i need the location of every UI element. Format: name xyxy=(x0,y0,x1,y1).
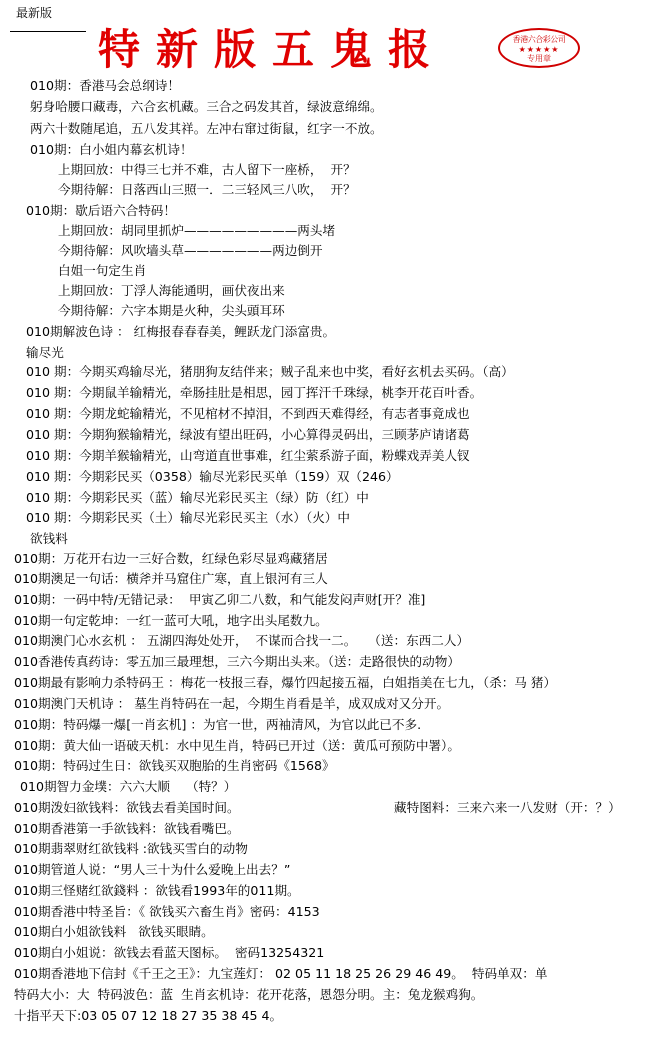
text-line: 今期待解：日落西山三照一．二三轻风三八吹， 开？ xyxy=(58,182,356,197)
text-line: 010期智力金墣：六六大顺 （特？） xyxy=(20,779,237,794)
text-line: 010期一句定乾坤：一红一蓝可大吼，地字出头尾数九。 xyxy=(14,613,328,628)
text-line: 十指平天下:03 05 07 12 18 27 35 38 45 4。 xyxy=(14,1008,283,1023)
text-line: 010期解波色诗 ： 红梅报春春春美，鲤跃龙门添富贵。 xyxy=(26,324,336,339)
text-line: 010期泼妇欲钱料：欲钱去看美国时间。 xyxy=(14,800,240,815)
text-line: 两六十数随尾追，五八发其祥。左冲右窜过街鼠，红字一不放。 xyxy=(30,121,383,136)
text-line: 010期：特码过生日：欲钱买双胞胎的生肖密码《1568》 xyxy=(14,758,335,773)
red-seal-stamp xyxy=(498,28,580,68)
edition-tag: 最新版 xyxy=(16,6,53,20)
text-line: 010期澳门心水玄机 ： 五湖四海处处开， 不谋而合找一二。 （送：东西二人） xyxy=(14,633,470,648)
seal-bottom-text: 专用章 xyxy=(527,54,551,63)
text-line: 010期香港中特圣旨：《 欲钱买六畜生肖》密码：4153 xyxy=(14,904,320,919)
text-line: 010期白小姐说：欲钱去看蓝天图标。 密码13254321 xyxy=(14,945,325,960)
text-line: 010期：特码爆一爆[一肖玄机] ：为官一世，两袖清风，为官以此已不多. xyxy=(14,717,422,732)
text-line: 上期回放：丁浮人海能通明，画伏夜出来 xyxy=(58,283,285,298)
side-note: 藏特图料：三来六来一八发财（开：？） xyxy=(394,800,621,815)
section-heading: 输尽光 xyxy=(26,345,64,360)
text-line: 010期：黄大仙一语破天机：水中见生肖，特码已开过（送：黄瓜可预防中署）。 xyxy=(14,738,460,753)
text-line: 010 期：今期羊猴输精光，山弯道直世事难，红尘萦系游子面，粉蝶戏弄美人钗 xyxy=(26,448,470,463)
text-line: 010期：香港马会总纲诗！ xyxy=(30,78,180,93)
text-line: 010期管道人说：“男人三十为什么爱晚上出去？” xyxy=(14,862,291,877)
text-line: 010 期：今期彩民买（土）输尽光彩民买主（水）（火）中 xyxy=(26,510,350,525)
text-line: 010期澳足一句话：横斧并马窟住广寒，直上银河有三人 xyxy=(14,571,328,586)
text-line: 010 期：今期彩民买（蓝）输尽光彩民买主（绿）防（红）中 xyxy=(26,490,369,505)
text-line: 010期：万花开右边一三好合数，红绿色彩尽显鸡藏猪居 xyxy=(14,551,328,566)
text-line: 010期翡翠财红欲钱料 :欲钱买雪白的动物 xyxy=(14,841,248,856)
text-line: 010 期：今期狗猴输精光，绿波有望出旺码，小心算得灵码出，三顾茅庐请诸葛 xyxy=(26,427,470,442)
section-heading: 欲钱料 xyxy=(30,531,68,546)
text-line: 特码大小：大 特码波色：蓝 生肖玄机诗：花开花落，恩怨分明。主：兔龙猴鸡狗。 xyxy=(14,987,484,1002)
text-line: 010 期：今期彩民买（0358）输尽光彩民买单（159）双（246） xyxy=(26,469,399,484)
seal-top-text: 香港六合彩公司 xyxy=(512,35,566,44)
text-line: 010期：一码中特/无错记录： 甲寅乙卯二八数，和气能发闷声财[开？准] xyxy=(14,592,426,607)
text-line: 上期回放：中得三七并不难，古人留下一座桥， 开？ xyxy=(58,162,356,177)
text-line: 010期澳门天机诗 ： 墓生肖特码在一起，今期生肖看是羊，成双成对又分开。 xyxy=(14,696,450,711)
page-title: 特新版五鬼报 xyxy=(98,25,447,74)
text-line: 010香港传真药诗：零五加三最理想，三六今期出头来。（送：走路很快的动物） xyxy=(14,654,460,669)
text-line: 躬身哈腰口藏毒，六合玄机藏。三合之码发其首，绿波意绵绵。 xyxy=(30,99,383,114)
text-line: 010期：歇后语六合特码！ xyxy=(26,203,176,218)
text-line: 今期待解：风吹墙头草———————两边倒开 xyxy=(58,243,323,258)
text-line: 010期三怪赌红欲錢料 ：欲钱看1993年的011期。 xyxy=(14,883,300,898)
text-line: 010期香港地下信封《千王之王》：九宝莲灯： 02 05 11 18 25 26 29 46 49。 特码单双：单 xyxy=(14,966,548,981)
seal-stars: ★★★★★ xyxy=(518,45,560,54)
text-line: 白姐一句定生肖 xyxy=(58,263,147,278)
header-divider xyxy=(10,31,86,32)
text-line: 010 期：今期龙蛇输精光，不见棺材不掉泪，不到西天难得经，有志者事竟成也 xyxy=(26,406,470,421)
text-line: 上期回放：胡同里抓炉—————————两头堵 xyxy=(58,223,336,238)
text-line: 010 期：今期买鸡输尽光，猪朋狗友结伴来；贼子乱来也中奖，看好玄机去买码。（高） xyxy=(26,364,514,379)
text-line: 010 期：今期鼠羊输精光，牵肠挂肚是相思，园丁挥汗千珠绿，桃李开花百叶香。 xyxy=(26,385,483,400)
text-line: 今期待解：六字本期是火种，尖头頭耳环 xyxy=(58,303,285,318)
text-line: 010期香港第一手欲钱料：欲钱看嘴巴。 xyxy=(14,821,240,836)
text-line: 010期：白小姐内幕玄机诗！ xyxy=(30,142,193,157)
text-line: 010期最有影响力杀特码王 ：梅花一枝报三春，爆竹四起接五福，白姐指美在七九，（杀：马 猪） xyxy=(14,675,557,690)
text-line: 010期白小姐欲钱料 欲钱买眼睛。 xyxy=(14,924,214,939)
